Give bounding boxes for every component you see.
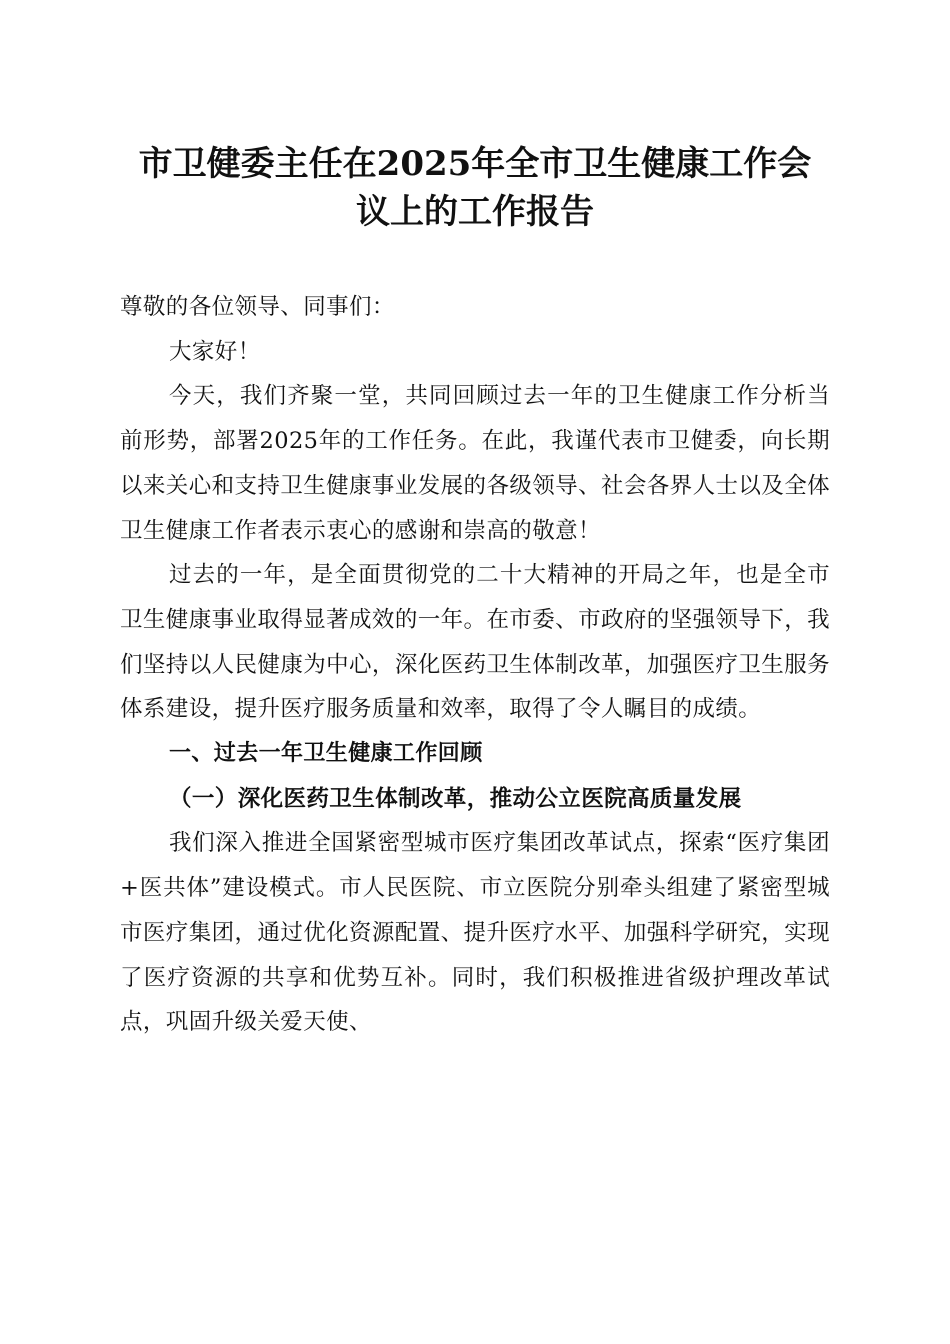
section-heading-1: 一、过去一年卫生健康工作回顾 xyxy=(169,741,483,767)
title-line-2: 议上的工作报告 xyxy=(356,192,594,232)
paragraph-review-summary: 过去的一年，是全面贯彻党的二十大精神的开局之年，也是全市卫生健康事业取得显著成效的一年。在市委、市政府的坚强领导下，我们坚持以人民健康为中心，深化医药卫生体制改革，加强医疗卫生服务体系建设，提升医疗服务质量和效率，取得了令人瞩目的成绩。 xyxy=(120,562,830,723)
paragraph-reform: 我们深入推进全国紧密型城市医疗集团改革试点，探索“医疗集团+医共体”建设模式。市人民医院、市立医院分别牵头组建了紧密型城市医疗集团，通过优化资源配置、提升医疗水平、加强科学研究，实现了医疗资源的共享和优势互补。同时，我们积极推进省级护理改革试点，巩固升级关爱天使、 xyxy=(120,830,830,1036)
paragraph-opening: 今天，我们齐聚一堂，共同回顾过去一年的卫生健康工作分析当前形势，部署2025年的工作任务。在此，我谨代表市卫健委，向长期以来关心和支持卫生健康事业发展的各级领导、社会各界人士以及全体卫生健康工作者表示衷心的感谢和崇高的敬意！ xyxy=(120,383,830,544)
subsection-heading-1: （一）深化医药卫生体制改革，推动公立医院高质量发展 xyxy=(169,785,742,812)
document-title xyxy=(100,140,850,236)
greeting: 大家好！ xyxy=(169,338,261,365)
document-body xyxy=(120,285,830,1045)
title-line-1: 市卫健委主任在2025年全市卫生健康工作会 xyxy=(138,144,812,184)
salutation: 尊敬的各位领导、同事们： xyxy=(120,294,395,320)
